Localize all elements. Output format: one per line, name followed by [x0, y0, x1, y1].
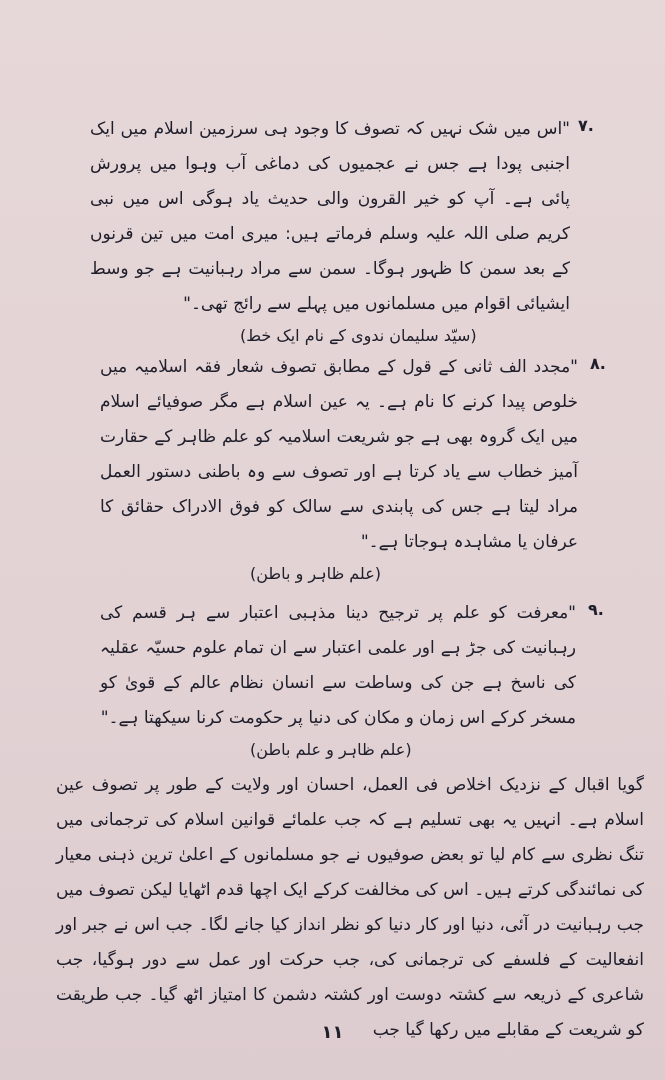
citation: (علم ظاہر و باطن): [250, 564, 382, 583]
quote-text: "معرفت کو علم پر ترجیح دینا مذہبی اعتبار سے ہر قسم کی رہبانیت کی جڑ ہے اور علمی اعتبار سے ان تمام علوم حسیّہ عقلیہ کی ناسخ ہے جن کی وساطت سے انسان نظام عالم کے قویٰ کو مسخر کرکے اس زمان و مکان کی دنیا پر حکومت کرنا سیکھتا ہے۔": [100, 603, 576, 728]
item-number: ۸.: [590, 354, 606, 373]
citation: (سیّد سلیمان ندوی کے نام ایک خط): [240, 326, 477, 345]
list-item: [100, 350, 606, 583]
item-number: ۷.: [578, 116, 594, 135]
citation: (علم ظاہر و علم باطن): [250, 740, 412, 759]
quote-text: "اس میں شک نہیں کہ تصوف کا وجود ہی سرزمین اسلام میں ایک اجنبی پودا ہے جس نے عجمیوں کی دماغی آب وہوا میں پرورش پائی ہے۔ آپ کو خیر القرون والی حدیث یاد ہوگی اس میں نبی کریم صلی اللہ علیہ وسلم فرماتے ہیں: میری امت میں تین قرنوں کے بعد سمن کا ظہور ہوگا۔ سمن سے مراد رہبانیت ہے جو وسط ایشیائی اقوام میں مسلمانوں میں پہلے سے رائج تھی۔": [90, 119, 570, 314]
closing-paragraph: گویا اقبال کے نزدیک اخلاص فی العمل، احسان اور ولایت کے طور پر تصوف عین اسلام ہے۔ انہیں یہ بھی تسلیم ہے کہ جب علمائے قوانین اسلام کی ترجمانی میں تنگ نظری سے کام لیا تو بعض صوفیوں نے جو مسلمانوں کے اعلیٰ ترین ذہنی معیار کی نمائندگی کرتے ہیں۔ اس کی مخالفت کرکے ایک اچھا قدم اٹھایا لیکن تصوف میں جب رہبانیت در آئی، دنیا اور کار دنیا کو نظر انداز کیا جانے لگا۔ جب اس نے جبر اور انفعالیت کے فلسفے کی ترجمانی کی، جب حرکت اور عمل سے دور ہوگیا، جب شاعری کے ذریعہ سے کشتہ دوست اور کشتہ دشمن کا امتیاز اٹھ گیا۔ جب طریقت کو شریعت کے مقابلے میں رکھا گیا جب: [56, 775, 644, 1040]
list-item: [100, 596, 604, 759]
page-number: ۱۱: [321, 1022, 344, 1043]
list-item: [90, 112, 594, 345]
item-number: ۹.: [588, 600, 604, 619]
quote-text: "مجدد الف ثانی کے قول کے مطابق تصوف شعار فقہ اسلامیہ میں خلوص پیدا کرنے کا نام ہے۔ یہ عین اسلام ہے مگر صوفیائے اسلام میں ایک گروہ بھی ہے جو شریعت اسلامیہ کو علم ظاہر کے حقارت آمیز خطاب سے یاد کرتا ہے اور تصوف سے وہ باطنی دستور العمل مراد لیتا ہے جس کی پابندی سے سالک کو فوق الادراک حقائق کا عرفان یا مشاہدہ ہوجاتا ہے۔": [100, 357, 578, 552]
